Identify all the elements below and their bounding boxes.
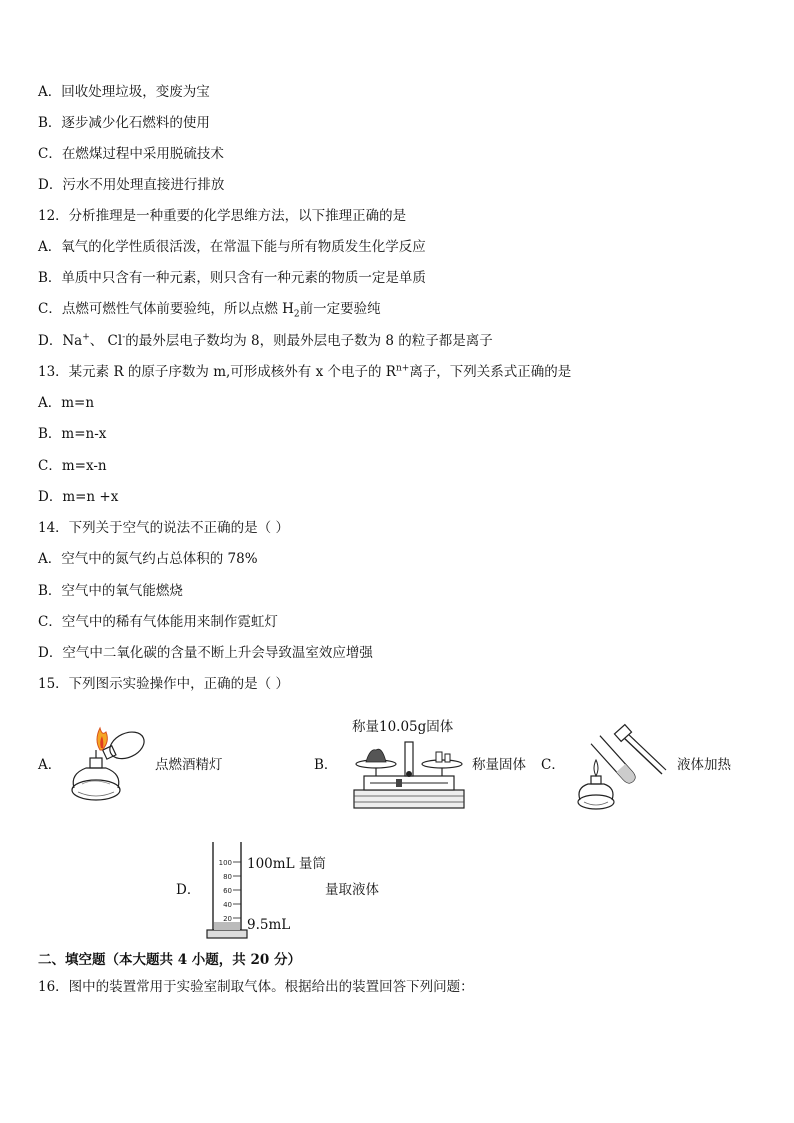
q15-option-c-letter: C． <box>541 757 565 773</box>
q12-option-a: A．氧气的化学性质很活泼，在常温下能与所有物质发生化学反应 <box>38 239 426 255</box>
cylinder-tick-40: 40 <box>223 901 232 909</box>
q15-option-a-caption: 点燃酒精灯 <box>155 757 223 773</box>
q15-option-d-label-cylinder: 100mL 量筒 <box>247 856 326 872</box>
q15-option-d-label-volume: 9.5mL <box>247 917 291 933</box>
q12-c-text-end: 前一定要验纯 <box>299 301 381 317</box>
q15-option-b-top-label: 称量10.05g固体 <box>352 719 454 735</box>
q15-option-b-caption: 称量固体 <box>472 757 526 773</box>
q14-option-a: A．空气中的氮气约占总体积的 78% <box>38 551 258 567</box>
q13-stem-text: 13．某元素 R 的原子序数为 m,可形成核外有 x 个电子的 R <box>38 364 396 380</box>
q12-d-sup-cl: - <box>122 332 126 343</box>
alcohol-lamp-lighting-figure <box>66 718 156 808</box>
q13-stem-text-end: 离子，下列关系式正确的是 <box>409 364 572 380</box>
q12-option-d <box>38 332 493 350</box>
measuring-cylinder-figure <box>205 838 249 944</box>
q16-stem: 16．图中的装置常用于实验室制取气体。根据给出的装置回答下列问题： <box>38 979 474 995</box>
q12-c-text: C．点燃可燃性气体前要验纯，所以点燃 H <box>38 301 294 317</box>
q12-stem: 12．分析推理是一种重要的化学思维方法，以下推理正确的是 <box>38 208 407 224</box>
q15-option-c-caption: 液体加热 <box>677 757 731 773</box>
cylinder-tick-100: 100 <box>218 859 232 867</box>
q15-stem: 15．下列图示实验操作中，正确的是（ ） <box>38 676 289 692</box>
q12-option-c <box>38 300 381 318</box>
q15-option-b-letter: B． <box>314 757 338 773</box>
q14-option-d: D．空气中二氧化碳的含量不断上升会导致温室效应增强 <box>38 645 373 661</box>
q11-option-b: B．逐步减少化石燃料的使用 <box>38 115 210 131</box>
q13-option-c: C．m=x-n <box>38 458 107 474</box>
q13-stem <box>38 363 571 381</box>
q14-option-b: B．空气中的氧气能燃烧 <box>38 583 183 599</box>
q12-option-b: B．单质中只含有一种元素，则只含有一种元素的物质一定是单质 <box>38 270 426 286</box>
section-2-title: 二、填空题（本大题共 4 小题，共 20 分） <box>38 952 301 968</box>
q15-option-d-caption: 量取液体 <box>325 882 379 898</box>
q12-d-text-mid: 、 Cl <box>89 333 123 349</box>
q12-d-text-end: 的最外层电子数均为 8，则最外层电子数为 8 的粒子都是离子 <box>125 333 493 349</box>
q14-option-c: C．空气中的稀有气体能用来制作霓虹灯 <box>38 614 278 630</box>
q13-stem-sup: n+ <box>395 363 410 374</box>
q14-stem: 14．下列关于空气的说法不正确的是（ ） <box>38 520 289 536</box>
cylinder-tick-60: 60 <box>223 887 232 895</box>
q15-option-a-letter: A． <box>38 757 62 773</box>
balance-scale-figure <box>350 734 468 814</box>
q12-d-sup-na: + <box>82 332 90 343</box>
q11-option-a: A．回收处理垃圾，变废为宝 <box>38 84 210 100</box>
cylinder-tick-20: 20 <box>223 915 232 923</box>
q13-option-a: A．m=n <box>38 395 95 411</box>
cylinder-tick-80: 80 <box>223 873 232 881</box>
q12-c-subscript: 2 <box>293 309 300 320</box>
q13-option-b: B．m=n-x <box>38 426 107 442</box>
q13-option-d: D．m=n +x <box>38 489 119 505</box>
heating-liquid-figure <box>570 718 670 812</box>
q15-option-d-letter: D． <box>176 882 201 898</box>
q11-option-d: D．污水不用处理直接进行排放 <box>38 177 225 193</box>
q11-option-c: C．在燃煤过程中采用脱硫技术 <box>38 146 224 162</box>
q12-d-text: D．Na <box>38 333 83 349</box>
